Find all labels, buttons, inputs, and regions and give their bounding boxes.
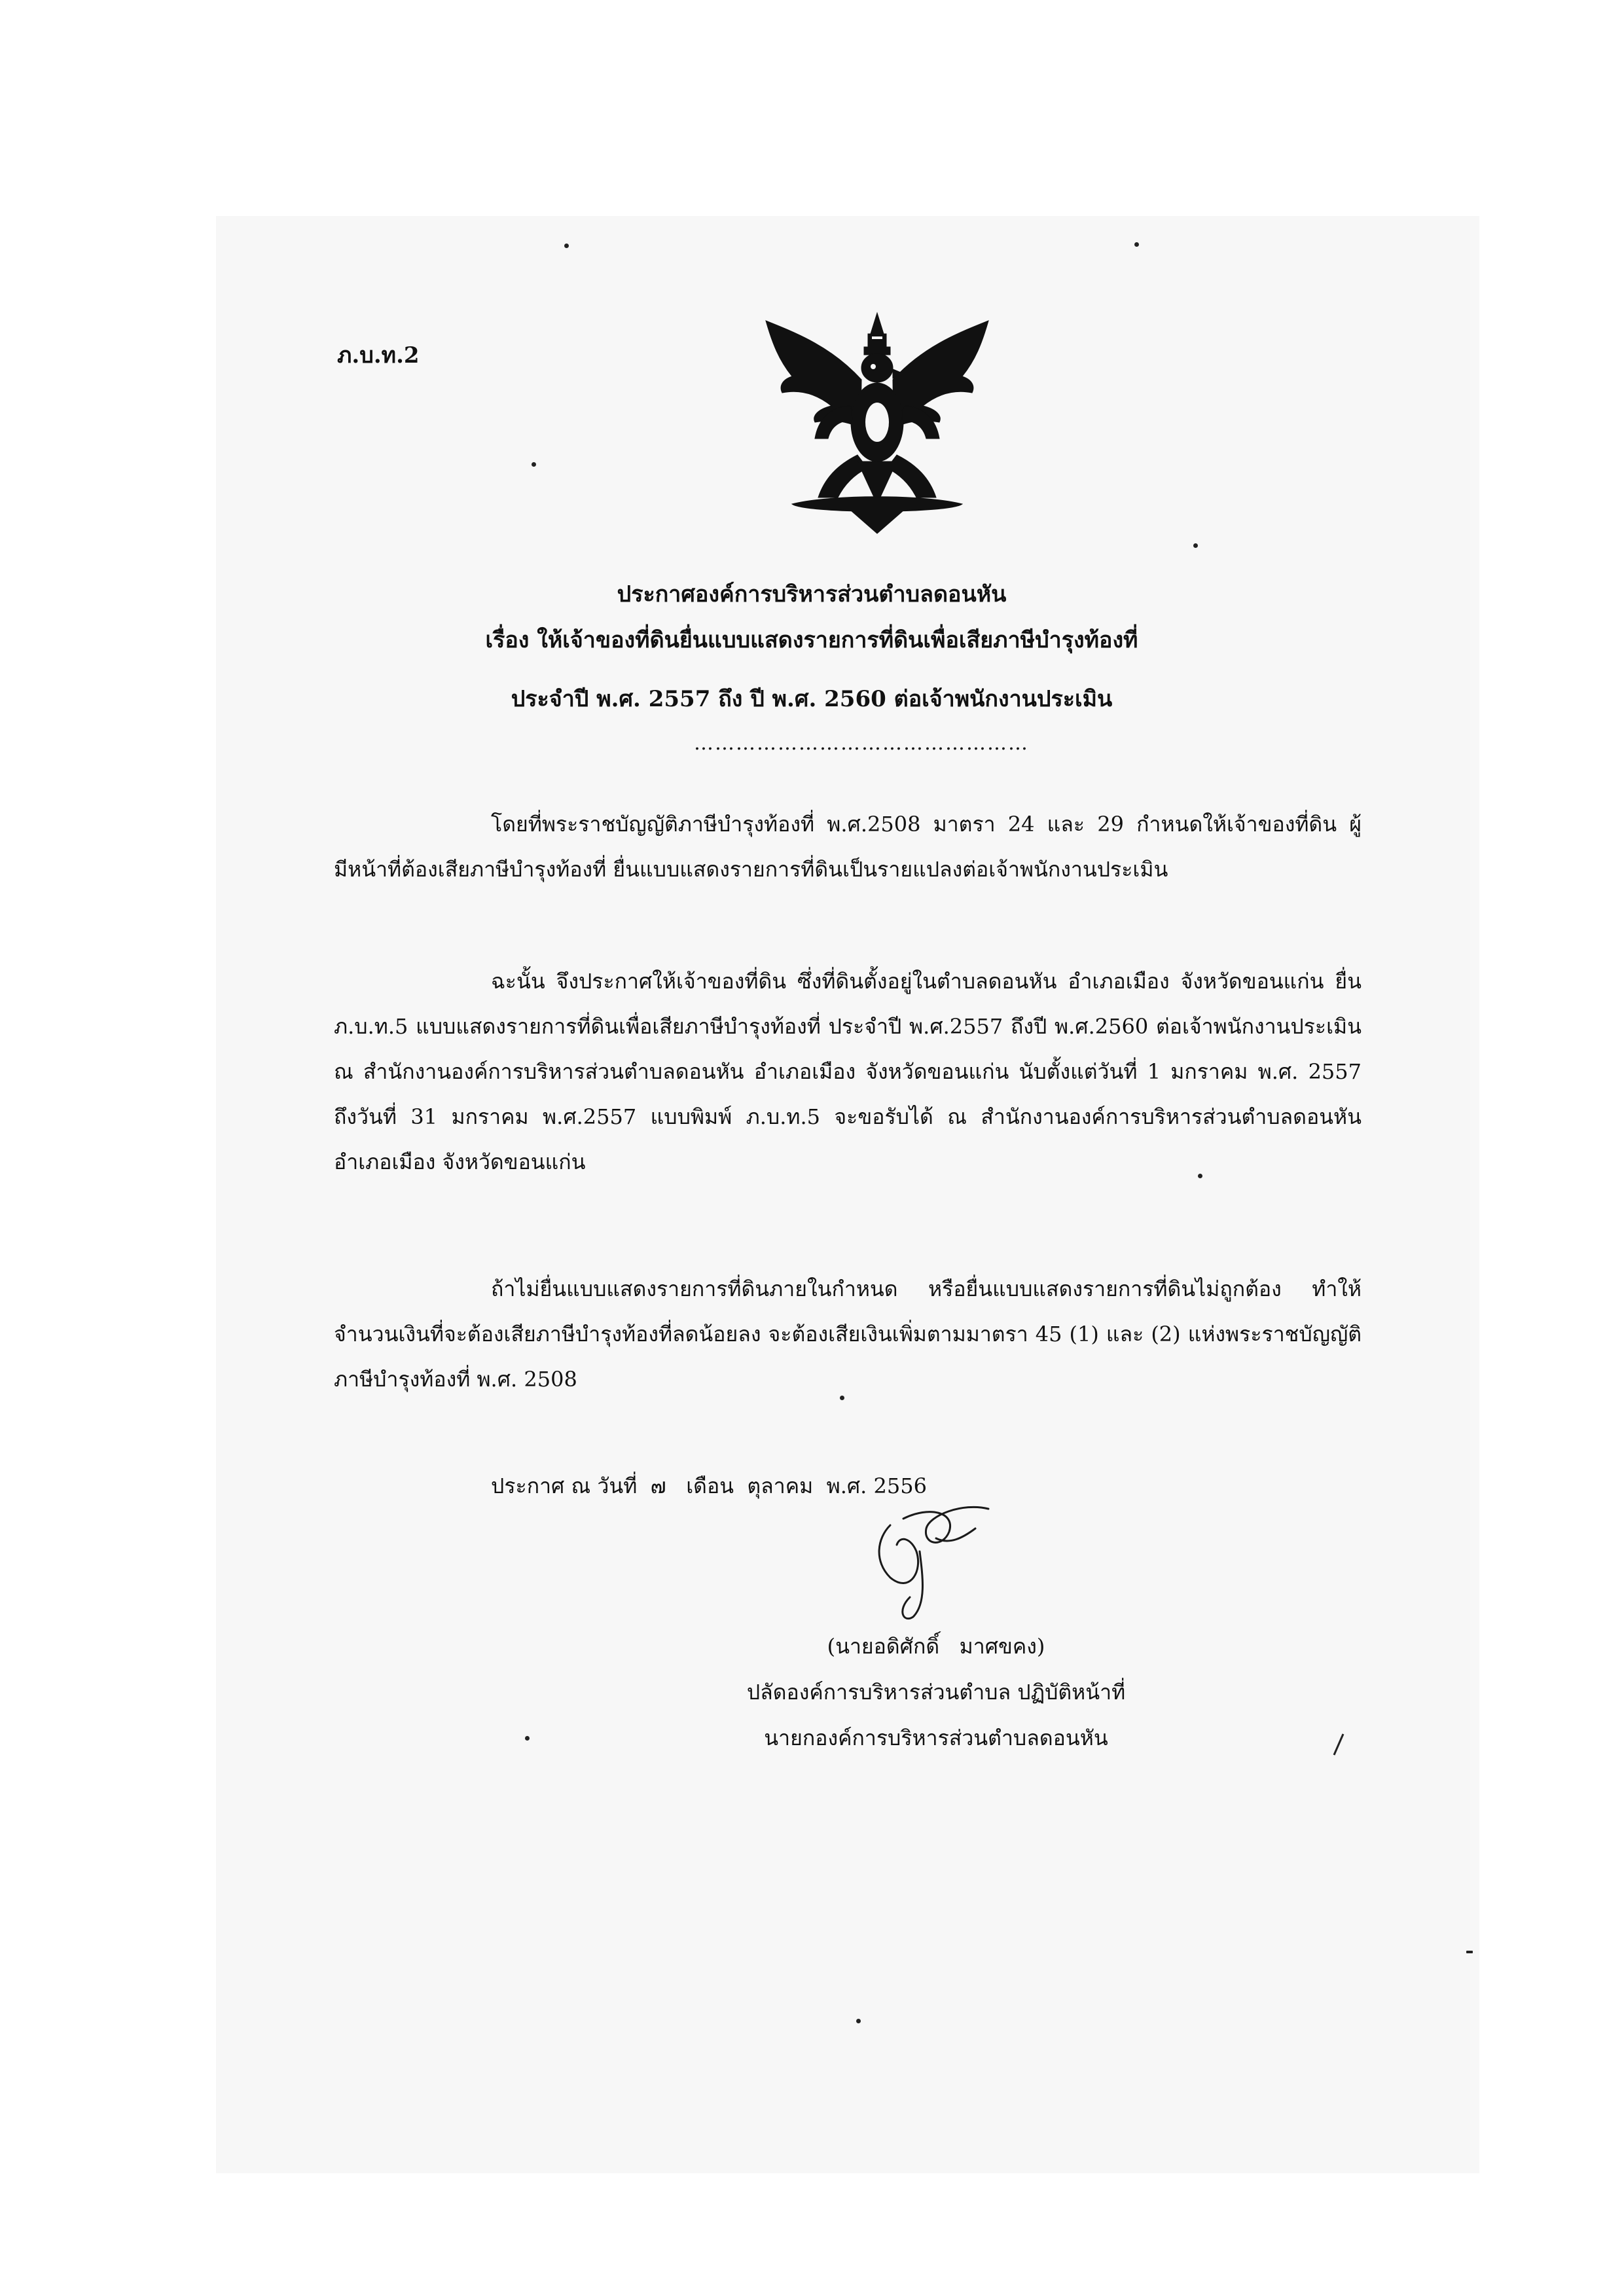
form-code: ภ.บ.ท.2 [337,342,420,369]
scan-speck [856,2019,861,2023]
paragraph-penalty-notice: ถ้าไม่ยื่นแบบแสดงรายการที่ดินภายในกำหนด หรือยื่นแบบแสดงรายการที่ดินไม่ถูกต้อง ทำให้จำนวนเงินที่จะต้องเสียภาษีบำรุงท้องที่ลดน้อยลง จะต้องเสียเงินเพิ่มตามมาตรา 45 (1) และ (2) แห่งพระราชบัญญัติภาษีบำรุงท้องที่ พ.ศ. 2508 [334,1276,1362,1392]
scan-mark [1329,1731,1348,1758]
announcement-subject: เรื่อง ให้เจ้าของที่ดินยื่นแบบแสดงรายการที่ดินเพื่อเสียภาษีบำรุงท้องที่ [485,627,1138,653]
scan-speck [564,244,569,248]
scan-speck [1134,242,1139,247]
paragraph-filing-instructions: ฉะนั้น จึงประกาศให้เจ้าของที่ดิน ซึ่งที่ดินตั้งอยู่ในตำบลดอนหัน อำเภอเมือง จังหวัดขอนแก่น ยื่น ภ.บ.ท.5 แบบแสดงรายการที่ดินเพื่อเสียภาษีบำรุงท้องที่ ประจำปี พ.ศ.2557 ถึงปี พ.ศ.2560 ต่อเจ้าพนักงานประเมิน ณ สำนักงานองค์การบริหารส่วนตำบลดอนหัน อำเภอเมือง จังหวัดขอนแก่น นับตั้งแต่วันที่ 1 มกราคม พ.ศ. 2557 ถึงวันที่ 31 มกราคม พ.ศ.2557 แบบพิมพ์ ภ.บ.ท.5 จะขอรับได้ ณ สำนักงานองค์การบริหารส่วนตำบลดอนหัน อำเภอเมือง จังหวัดขอนแก่น [334,969,1362,1174]
garuda-emblem-icon [753,308,1001,537]
signer-position: ปลัดองค์การบริหารส่วนตำบล ปฏิบัติหน้าที่ [746,1680,1126,1705]
announcement-title: ประกาศองค์การบริหารส่วนตำบลดอนหัน [617,581,1007,607]
title-divider: ………………………………………… [694,732,1029,755]
scan-speck [1193,543,1198,548]
signer-name: (นายอดิศักดิ์ มาศขคง) [827,1634,1045,1659]
scan-speck [525,1736,530,1741]
signature-block [707,1623,1165,1761]
signer-office: นายกองค์การบริหารส่วนตำบลดอนหัน [764,1726,1108,1750]
handwritten-signature-icon [864,1499,995,1623]
announcement-period: ประจำปี พ.ศ. 2557 ถึง ปี พ.ศ. 2560 ต่อเจ้าพนักงานประเมิน [511,686,1113,712]
scan-speck [1466,1951,1473,1953]
scan-speck [532,462,536,467]
announcement-date: ประกาศ ณ วันที่ ๗ เดือน ตุลาคม พ.ศ. 2556 [491,1473,927,1498]
paragraph-legal-basis: โดยที่พระราชบัญญัติภาษีบำรุงท้องที่ พ.ศ.2508 มาตรา 24 และ 29 กำหนดให้เจ้าของที่ดิน ผู้มีหน้าที่ต้องเสียภาษีบำรุงท้องที่ ยื่นแบบแสดงรายการที่ดินเป็นรายแปลงต่อเจ้าพนักงานประเมิน [334,812,1362,882]
